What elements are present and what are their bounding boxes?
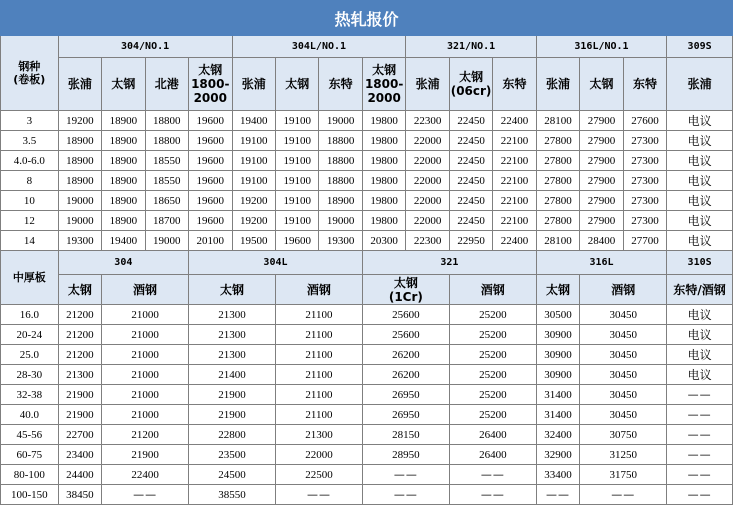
coil-mill-header: 太钢 (06cr) <box>449 58 492 111</box>
price-cell: —— <box>449 465 536 485</box>
spec-cell: 16.0 <box>1 305 59 325</box>
plate-mill-header: 太钢 (1Cr) <box>362 275 449 305</box>
table-row <box>1 465 733 485</box>
price-cell: 31250 <box>580 445 667 465</box>
price-cell: 27900 <box>580 111 623 131</box>
price-cell: 18900 <box>58 151 101 171</box>
table-row <box>1 385 733 405</box>
price-cell: —— <box>667 485 733 505</box>
price-cell: 25600 <box>362 305 449 325</box>
price-cell: 18800 <box>145 111 188 131</box>
price-cell: 18900 <box>102 171 145 191</box>
price-cell: 26400 <box>449 425 536 445</box>
price-cell: 27900 <box>580 131 623 151</box>
price-cell: 25200 <box>449 385 536 405</box>
price-cell: 22000 <box>406 131 449 151</box>
price-cell: 27600 <box>623 111 666 131</box>
price-cell: 30450 <box>580 305 667 325</box>
price-cell: 18900 <box>319 191 362 211</box>
plate-mill-header: 酒钢 <box>275 275 362 305</box>
price-cell: 19100 <box>232 171 275 191</box>
spec-cell: 60-75 <box>1 445 59 465</box>
price-cell: 19100 <box>232 131 275 151</box>
table-row <box>1 151 733 171</box>
price-cell: 19600 <box>189 211 232 231</box>
price-cell: 27900 <box>580 151 623 171</box>
spec-cell: 80-100 <box>1 465 59 485</box>
plate-mill-header: 酒钢 <box>102 275 189 305</box>
spec-cell: 100-150 <box>1 485 59 505</box>
price-cell: 19800 <box>362 211 405 231</box>
price-cell: 22950 <box>449 231 492 251</box>
price-cell: 21100 <box>275 405 362 425</box>
price-cell: 32400 <box>536 425 579 445</box>
plate-mill-header-row <box>1 275 733 305</box>
price-cell: 19600 <box>189 191 232 211</box>
price-cell: 21900 <box>58 405 101 425</box>
price-cell: 18900 <box>58 171 101 191</box>
price-cell: 25200 <box>449 325 536 345</box>
price-cell: 30900 <box>536 365 579 385</box>
page-title: 热轧报价 <box>1 1 733 36</box>
price-cell: 38550 <box>189 485 276 505</box>
price-cell: —— <box>667 385 733 405</box>
price-cell: —— <box>667 465 733 485</box>
price-cell: —— <box>667 405 733 425</box>
price-cell: 30450 <box>580 325 667 345</box>
price-cell: 27900 <box>580 171 623 191</box>
coil-mill-header: 张浦 <box>406 58 449 111</box>
price-cell: 30450 <box>580 365 667 385</box>
price-cell: 27300 <box>623 151 666 171</box>
price-cell: 27300 <box>623 211 666 231</box>
coil-grade-header: 316L/NO.1 <box>536 36 666 58</box>
price-cell: 22450 <box>449 131 492 151</box>
price-cell: 18650 <box>145 191 188 211</box>
price-cell: 19000 <box>58 191 101 211</box>
price-cell: 18550 <box>145 151 188 171</box>
price-cell: 27800 <box>536 191 579 211</box>
spec-cell: 3.5 <box>1 131 59 151</box>
spec-cell: 10 <box>1 191 59 211</box>
price-cell: 21900 <box>189 405 276 425</box>
price-cell: 27900 <box>580 191 623 211</box>
price-cell: —— <box>536 485 579 505</box>
plate-mill-header: 太钢 <box>536 275 579 305</box>
coil-mill-header: 太钢 <box>102 58 145 111</box>
price-cell: —— <box>275 485 362 505</box>
price-cell: —— <box>580 485 667 505</box>
price-cell: 19800 <box>362 191 405 211</box>
price-cell: 21900 <box>189 385 276 405</box>
price-cell: —— <box>667 425 733 445</box>
price-cell: 24500 <box>189 465 276 485</box>
price-cell: 22000 <box>275 445 362 465</box>
price-cell: 19100 <box>275 111 318 131</box>
coil-mill-header: 张浦 <box>232 58 275 111</box>
price-cell: 22450 <box>449 211 492 231</box>
price-cell: 18800 <box>145 131 188 151</box>
plate-grade-header: 304 <box>58 251 188 275</box>
plate-mill-header: 酒钢 <box>449 275 536 305</box>
spec-cell: 8 <box>1 171 59 191</box>
coil-mill-header: 太钢 1800- 2000 <box>189 58 232 111</box>
price-cell: 19800 <box>362 131 405 151</box>
price-cell: 21000 <box>102 345 189 365</box>
price-cell: —— <box>667 445 733 465</box>
price-cell: 18800 <box>319 151 362 171</box>
price-cell: 19500 <box>232 231 275 251</box>
price-cell: 25200 <box>449 345 536 365</box>
plate-grade-header: 321 <box>362 251 536 275</box>
price-cell: 26950 <box>362 405 449 425</box>
price-cell: 19100 <box>275 211 318 231</box>
price-cell: 30900 <box>536 345 579 365</box>
price-cell: 19800 <box>362 151 405 171</box>
price-cell: 30450 <box>580 345 667 365</box>
spec-cell: 28-30 <box>1 365 59 385</box>
table-row <box>1 425 733 445</box>
spec-cell: 3 <box>1 111 59 131</box>
price-cell: 19300 <box>319 231 362 251</box>
plate-mill-header: 酒钢 <box>580 275 667 305</box>
price-cell: 27800 <box>536 151 579 171</box>
price-cell: 25200 <box>449 305 536 325</box>
table-row <box>1 231 733 251</box>
table-row <box>1 325 733 345</box>
price-cell: 19100 <box>275 171 318 191</box>
price-cell: 21000 <box>102 365 189 385</box>
price-cell: 18900 <box>102 151 145 171</box>
price-cell: 21000 <box>102 385 189 405</box>
price-cell: 28400 <box>580 231 623 251</box>
price-cell: 电议 <box>667 211 733 231</box>
spec-cell: 32-38 <box>1 385 59 405</box>
coil-mill-header: 张浦 <box>58 58 101 111</box>
price-cell: 38450 <box>58 485 101 505</box>
price-cell: 电议 <box>667 131 733 151</box>
price-cell: 20100 <box>189 231 232 251</box>
price-cell: 27800 <box>536 131 579 151</box>
price-cell: 22400 <box>493 231 536 251</box>
price-cell: 19800 <box>362 111 405 131</box>
price-cell: 30450 <box>580 385 667 405</box>
price-cell: 22100 <box>493 211 536 231</box>
price-cell: 18550 <box>145 171 188 191</box>
price-cell: 19100 <box>275 191 318 211</box>
price-cell: 18900 <box>58 131 101 151</box>
price-cell: 19400 <box>232 111 275 131</box>
price-cell: 30750 <box>580 425 667 445</box>
price-cell: 19200 <box>232 191 275 211</box>
price-cell: 21200 <box>102 425 189 445</box>
price-cell: 电议 <box>667 111 733 131</box>
price-cell: 25200 <box>449 365 536 385</box>
spec-cell: 4.0-6.0 <box>1 151 59 171</box>
coil-mill-header: 太钢 <box>275 58 318 111</box>
price-cell: —— <box>449 485 536 505</box>
table-row <box>1 211 733 231</box>
price-cell: 28950 <box>362 445 449 465</box>
coil-mill-header: 张浦 <box>667 58 733 111</box>
price-cell: 33400 <box>536 465 579 485</box>
price-cell: 21300 <box>189 305 276 325</box>
price-cell: 21900 <box>102 445 189 465</box>
price-cell: 22300 <box>406 231 449 251</box>
price-cell: 19100 <box>275 151 318 171</box>
price-cell: —— <box>362 465 449 485</box>
price-cell: 19000 <box>145 231 188 251</box>
price-cell: 21000 <box>102 405 189 425</box>
coil-mill-header: 东特 <box>623 58 666 111</box>
price-cell: —— <box>362 485 449 505</box>
price-cell: 27900 <box>580 211 623 231</box>
price-cell: 21100 <box>275 385 362 405</box>
price-cell: 19600 <box>189 171 232 191</box>
price-cell: 21400 <box>189 365 276 385</box>
coil-grade-header: 321/NO.1 <box>406 36 536 58</box>
price-cell: 30900 <box>536 325 579 345</box>
price-cell: 30450 <box>580 405 667 425</box>
plate-mill-header: 太钢 <box>58 275 101 305</box>
price-cell: 22000 <box>406 211 449 231</box>
price-cell: 21200 <box>58 345 101 365</box>
spec-cell: 14 <box>1 231 59 251</box>
price-cell: 27300 <box>623 131 666 151</box>
coil-grade-header-row <box>1 36 733 58</box>
price-cell: 25600 <box>362 325 449 345</box>
table-row <box>1 305 733 325</box>
price-cell: 26950 <box>362 385 449 405</box>
price-cell: 21300 <box>189 345 276 365</box>
price-cell: 22500 <box>275 465 362 485</box>
plate-mill-header: 东特/酒钢 <box>667 275 733 305</box>
plate-grade-header: 304L <box>189 251 363 275</box>
spec-cell: 12 <box>1 211 59 231</box>
price-cell: 19100 <box>275 131 318 151</box>
spec-cell: 25.0 <box>1 345 59 365</box>
coil-side-label: 钢种 (卷板) <box>1 36 59 111</box>
price-cell: 电议 <box>667 171 733 191</box>
price-cell: 21200 <box>58 325 101 345</box>
price-cell: 19300 <box>58 231 101 251</box>
price-cell: 28150 <box>362 425 449 445</box>
price-cell: 21000 <box>102 325 189 345</box>
price-cell: 22450 <box>449 171 492 191</box>
table-row <box>1 131 733 151</box>
price-cell: 电议 <box>667 345 733 365</box>
price-cell: 30500 <box>536 305 579 325</box>
price-cell: 22100 <box>493 191 536 211</box>
coil-mill-header: 张浦 <box>536 58 579 111</box>
price-cell: —— <box>102 485 189 505</box>
price-cell: 28100 <box>536 231 579 251</box>
price-cell: 19600 <box>189 131 232 151</box>
price-cell: 21000 <box>102 305 189 325</box>
price-cell: 19000 <box>319 211 362 231</box>
coil-mill-header: 太钢 <box>580 58 623 111</box>
coil-mill-header: 东特 <box>493 58 536 111</box>
price-cell: 18900 <box>102 131 145 151</box>
coil-grade-header: 304L/NO.1 <box>232 36 406 58</box>
price-cell: 19600 <box>189 151 232 171</box>
price-cell: 19200 <box>58 111 101 131</box>
price-cell: 27300 <box>623 171 666 191</box>
price-cell: 19800 <box>362 171 405 191</box>
coil-mill-header: 东特 <box>319 58 362 111</box>
price-cell: 21300 <box>189 325 276 345</box>
price-cell: 26200 <box>362 345 449 365</box>
plate-grade-header: 310S <box>667 251 733 275</box>
price-cell: 21100 <box>275 345 362 365</box>
plate-grade-header: 316L <box>536 251 666 275</box>
table-row <box>1 405 733 425</box>
price-cell: 电议 <box>667 191 733 211</box>
price-cell: 18800 <box>319 171 362 191</box>
table-row <box>1 345 733 365</box>
price-cell: 电议 <box>667 231 733 251</box>
price-cell: 22300 <box>406 111 449 131</box>
table-row <box>1 485 733 505</box>
price-cell: 22000 <box>406 151 449 171</box>
price-cell: 19400 <box>102 231 145 251</box>
price-cell: 电议 <box>667 305 733 325</box>
price-cell: 21900 <box>58 385 101 405</box>
price-cell: 22000 <box>406 191 449 211</box>
price-cell: 22000 <box>406 171 449 191</box>
price-cell: 25200 <box>449 405 536 425</box>
price-cell: 电议 <box>667 151 733 171</box>
table-row <box>1 171 733 191</box>
price-cell: 26200 <box>362 365 449 385</box>
price-cell: 22450 <box>449 111 492 131</box>
price-cell: 22100 <box>493 171 536 191</box>
price-cell: 21200 <box>58 305 101 325</box>
price-cell: 23400 <box>58 445 101 465</box>
price-cell: 23500 <box>189 445 276 465</box>
price-cell: 22450 <box>449 151 492 171</box>
title-row <box>1 1 733 36</box>
coil-grade-header: 304/NO.1 <box>58 36 232 58</box>
coil-mill-header-row <box>1 58 733 111</box>
price-cell: 21100 <box>275 305 362 325</box>
price-cell: 27300 <box>623 191 666 211</box>
price-cell: 19200 <box>232 211 275 231</box>
table-row <box>1 445 733 465</box>
price-cell: 电议 <box>667 365 733 385</box>
price-cell: 21100 <box>275 325 362 345</box>
price-cell: 18900 <box>102 111 145 131</box>
spec-cell: 20-24 <box>1 325 59 345</box>
table-row <box>1 191 733 211</box>
price-cell: 24400 <box>58 465 101 485</box>
price-cell: 27800 <box>536 171 579 191</box>
coil-mill-header: 太钢 1800- 2000 <box>362 58 405 111</box>
price-cell: 22400 <box>493 111 536 131</box>
table-row <box>1 365 733 385</box>
spec-cell: 45-56 <box>1 425 59 445</box>
price-cell: 26400 <box>449 445 536 465</box>
price-cell: 19600 <box>189 111 232 131</box>
price-cell: 18900 <box>102 191 145 211</box>
price-cell: 22800 <box>189 425 276 445</box>
price-cell: 21100 <box>275 365 362 385</box>
price-cell: 19100 <box>232 151 275 171</box>
price-cell: 32900 <box>536 445 579 465</box>
price-cell: 18800 <box>319 131 362 151</box>
price-cell: 21300 <box>58 365 101 385</box>
price-cell: 19000 <box>319 111 362 131</box>
plate-side-label: 中厚板 <box>1 251 59 305</box>
spec-cell: 40.0 <box>1 405 59 425</box>
price-cell: 22400 <box>102 465 189 485</box>
price-cell: 31400 <box>536 405 579 425</box>
price-cell: 18900 <box>102 211 145 231</box>
price-cell: 电议 <box>667 325 733 345</box>
plate-mill-header: 太钢 <box>189 275 276 305</box>
price-cell: 28100 <box>536 111 579 131</box>
price-cell: 18700 <box>145 211 188 231</box>
price-cell: 22100 <box>493 131 536 151</box>
price-cell: 19000 <box>58 211 101 231</box>
table-row <box>1 111 733 131</box>
price-cell: 20300 <box>362 231 405 251</box>
plate-grade-header-row <box>1 251 733 275</box>
price-cell: 31400 <box>536 385 579 405</box>
coil-mill-header: 北港 <box>145 58 188 111</box>
price-cell: 19600 <box>275 231 318 251</box>
coil-grade-header: 309S <box>667 36 733 58</box>
price-cell: 27700 <box>623 231 666 251</box>
price-cell: 22450 <box>449 191 492 211</box>
price-cell: 31750 <box>580 465 667 485</box>
price-cell: 21300 <box>275 425 362 445</box>
price-cell: 22100 <box>493 151 536 171</box>
price-cell: 27800 <box>536 211 579 231</box>
price-cell: 22700 <box>58 425 101 445</box>
